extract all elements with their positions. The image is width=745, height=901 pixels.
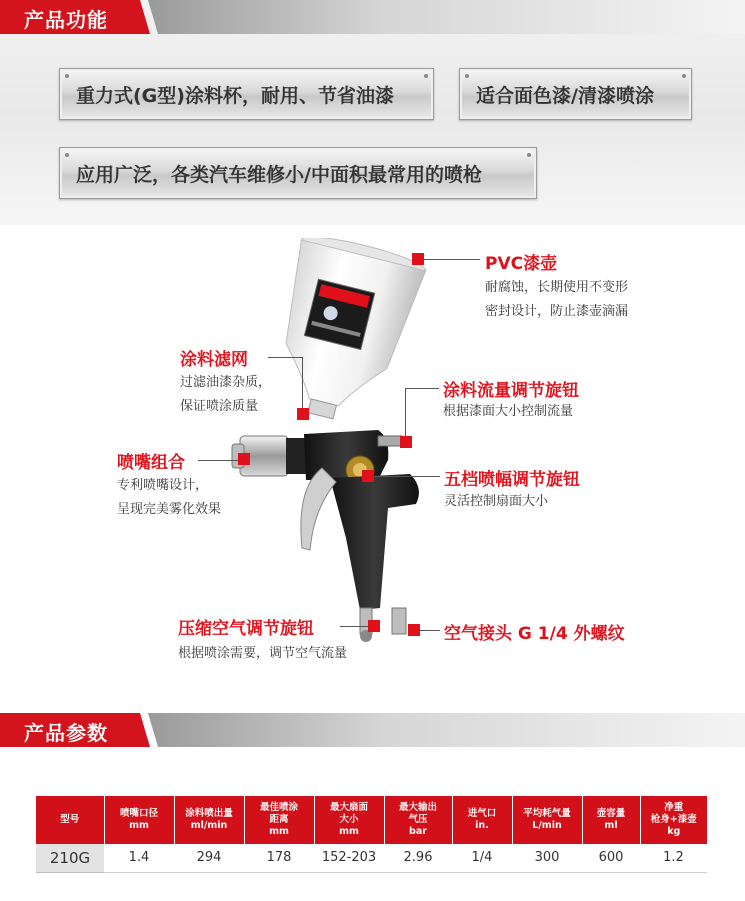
table-header-line: 平均耗气量 <box>523 808 571 819</box>
table-cell-model: 210G <box>36 844 104 872</box>
table-header-cell <box>244 796 314 844</box>
params-title: 产品参数 <box>24 721 108 745</box>
table-cell: 2.96 <box>384 844 452 872</box>
table-header-cell <box>640 796 707 844</box>
table-header-line: mm <box>269 826 289 837</box>
air-inlet-marker <box>408 624 420 636</box>
air-inlet-callout-title: 空气接头 G 1/4 外螺纹 <box>444 624 625 644</box>
filter-marker <box>297 408 309 420</box>
table-header-line: 大小 <box>339 814 359 825</box>
params-table <box>36 796 707 873</box>
table-header-line: bar <box>409 826 427 837</box>
table-header-line: 最大输出 <box>398 802 437 813</box>
table-header-cell <box>104 796 174 844</box>
nozzle-callout-desc-2: 呈现完美雾化效果 <box>117 502 222 517</box>
table-header-cell <box>512 796 582 844</box>
feature-gravity-cup: 重力式(G型)涂料杯，耐用、节省油漆 <box>59 68 434 120</box>
table-header-line: 气压 <box>408 814 428 825</box>
fan-knob-marker <box>362 470 374 482</box>
table-header-line: 壶容量 <box>596 808 626 819</box>
fan-knob-callout-desc: 灵活控制扇面大小 <box>444 494 549 509</box>
params-banner <box>0 713 745 747</box>
flow-knob-marker <box>400 436 412 448</box>
nozzle-marker <box>238 453 250 465</box>
table-header-line: 进气口 <box>467 808 497 819</box>
table-header-line: 枪身+漆壶 <box>650 814 697 825</box>
table-cell: 300 <box>512 844 582 872</box>
fan-knob-callout-title: 五档喷幅调节旋钮 <box>444 470 580 490</box>
table-cell: 600 <box>582 844 640 872</box>
table-header-line: in. <box>475 820 489 831</box>
table-cell: 1.2 <box>640 844 707 872</box>
table-header-line: mm <box>339 826 359 837</box>
table-header-line: 喷嘴口径 <box>119 808 158 819</box>
flow-knob-callout-title: 涂料流量调节旋钮 <box>443 381 579 401</box>
table-header-cell <box>452 796 512 844</box>
table-header-line: 型号 <box>60 814 80 825</box>
spray-gun-illustration <box>210 238 470 658</box>
table-header-line: L/min <box>532 820 562 831</box>
table-header-cell <box>384 796 452 844</box>
table-header-line: 涂料喷出量 <box>185 808 233 819</box>
cup-callout-title: PVC漆壶 <box>485 254 558 274</box>
table-cell: 1.4 <box>104 844 174 872</box>
table-header-line: 距离 <box>269 814 289 825</box>
table-header-line: kg <box>667 826 681 837</box>
table-cell: 178 <box>244 844 314 872</box>
nozzle-callout-desc-1: 专利喷嘴设计， <box>117 478 209 493</box>
flow-knob-callout-desc: 根据漆面大小控制流量 <box>443 404 574 419</box>
table-row <box>36 844 707 872</box>
table-header-line: mm <box>129 820 149 831</box>
table-header-cell <box>36 796 104 844</box>
table-header-line: ml <box>604 820 618 831</box>
table-cell: 1/4 <box>452 844 512 872</box>
filter-callout-desc-2: 保证喷涂质量 <box>180 399 259 414</box>
cup-callout-desc-1: 耐腐蚀，长期使用不变形 <box>485 280 629 295</box>
table-header-line: 最佳喷涂 <box>259 802 298 813</box>
cup-callout-desc-2: 密封设计，防止漆壶滴漏 <box>485 304 629 319</box>
features-title: 产品功能 <box>24 8 108 32</box>
params-header-row <box>36 796 707 844</box>
air-knob-callout-title: 压缩空气调节旋钮 <box>178 619 314 639</box>
table-header-cell <box>174 796 244 844</box>
filter-callout-desc-1: 过滤油漆杂质， <box>180 375 272 390</box>
table-header-cell <box>582 796 640 844</box>
feature-application: 应用广泛，各类汽车维修小/中面积最常用的喷枪 <box>59 147 537 199</box>
table-header-line: 最大扇面 <box>329 802 368 813</box>
air-knob-marker <box>368 620 380 632</box>
table-header-cell <box>314 796 384 844</box>
features-banner <box>0 0 745 34</box>
cup-marker <box>412 253 424 265</box>
feature-paint-type: 适合面色漆/清漆喷涂 <box>459 68 692 120</box>
air-knob-callout-desc: 根据喷涂需要，调节空气流量 <box>178 646 348 661</box>
table-header-line: 净重 <box>664 802 684 813</box>
table-cell: 152-203 <box>314 844 384 872</box>
table-cell: 294 <box>174 844 244 872</box>
table-header-line: ml/min <box>190 820 228 831</box>
filter-callout-title: 涂料滤网 <box>180 350 248 370</box>
nozzle-callout-title: 喷嘴组合 <box>117 453 185 473</box>
